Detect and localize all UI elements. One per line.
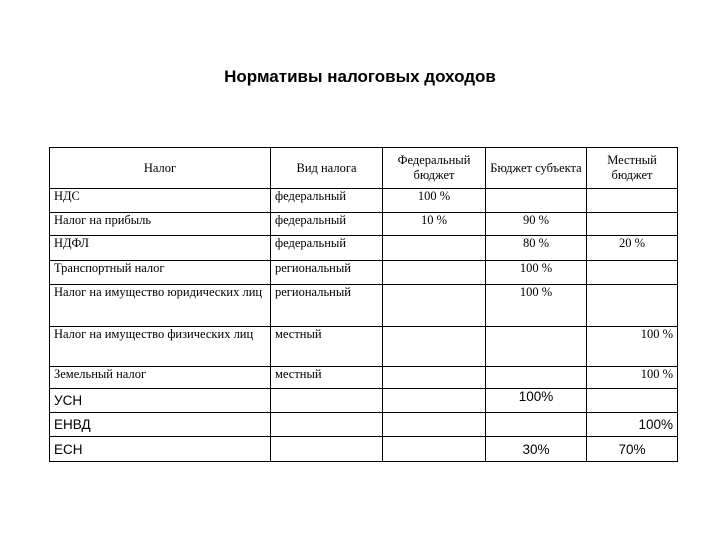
regional-share: 30% — [486, 437, 587, 462]
federal-share — [383, 285, 486, 327]
federal-share — [383, 437, 486, 462]
regional-share: 100% — [486, 389, 587, 413]
tax-kind: региональный — [271, 285, 383, 327]
federal-share — [383, 261, 486, 285]
header-local: Местный бюджет — [587, 148, 678, 189]
tax-kind: региональный — [271, 261, 383, 285]
regional-share — [486, 189, 587, 213]
tax-kind: федеральный — [271, 236, 383, 261]
local-share: 100 % — [587, 367, 678, 389]
tax-name: НДФЛ — [50, 236, 271, 261]
regional-share: 100 % — [486, 285, 587, 327]
local-share: 70% — [587, 437, 678, 462]
tax-name: НДС — [50, 189, 271, 213]
table-row — [50, 236, 678, 261]
regional-share: 90 % — [486, 213, 587, 236]
table-row — [50, 261, 678, 285]
header-regional: Бюджет субъекта — [486, 148, 587, 189]
federal-share: 100 % — [383, 189, 486, 213]
table-row — [50, 213, 678, 236]
header-row — [50, 148, 678, 189]
header-kind: Вид налога — [271, 148, 383, 189]
local-share — [587, 285, 678, 327]
federal-share — [383, 413, 486, 437]
local-share: 100 % — [587, 327, 678, 367]
table-row — [50, 437, 678, 462]
federal-share — [383, 236, 486, 261]
local-share — [587, 189, 678, 213]
tax-name: Налог на имущество юридических лиц — [50, 285, 271, 327]
tax-kind — [271, 437, 383, 462]
tax-name: Налог на прибыль — [50, 213, 271, 236]
regional-share — [486, 367, 587, 389]
tax-kind: местный — [271, 367, 383, 389]
federal-share — [383, 327, 486, 367]
header-tax: Налог — [50, 148, 271, 189]
federal-share: 10 % — [383, 213, 486, 236]
page-title: Нормативы налоговых доходов — [224, 67, 496, 86]
tax-name: Земельный налог — [50, 367, 271, 389]
tax-name: УСН — [50, 389, 271, 413]
local-share: 100% — [587, 413, 678, 437]
table-row — [50, 285, 678, 327]
local-share — [587, 213, 678, 236]
header-federal: Федеральный бюджет — [383, 148, 486, 189]
tax-kind: местный — [271, 327, 383, 367]
regional-share — [486, 413, 587, 437]
federal-share — [383, 367, 486, 389]
tax-kind — [271, 413, 383, 437]
tax-name: Транспортный налог — [50, 261, 271, 285]
tax-name: ЕНВД — [50, 413, 271, 437]
tax-name: Налог на имущество физических лиц — [50, 327, 271, 367]
local-share: 20 % — [587, 236, 678, 261]
table-row — [50, 413, 678, 437]
tax-kind: федеральный — [271, 189, 383, 213]
regional-share — [486, 327, 587, 367]
tax-kind — [271, 389, 383, 413]
tax-kind: федеральный — [271, 213, 383, 236]
table-row — [50, 367, 678, 389]
table-row — [50, 389, 678, 413]
local-share — [587, 389, 678, 413]
regional-share: 80 % — [486, 236, 587, 261]
regional-share: 100 % — [486, 261, 587, 285]
tax-name: ЕСН — [50, 437, 271, 462]
tax-norms-table — [49, 147, 678, 462]
federal-share — [383, 389, 486, 413]
local-share — [587, 261, 678, 285]
table-row — [50, 327, 678, 367]
table-row — [50, 189, 678, 213]
